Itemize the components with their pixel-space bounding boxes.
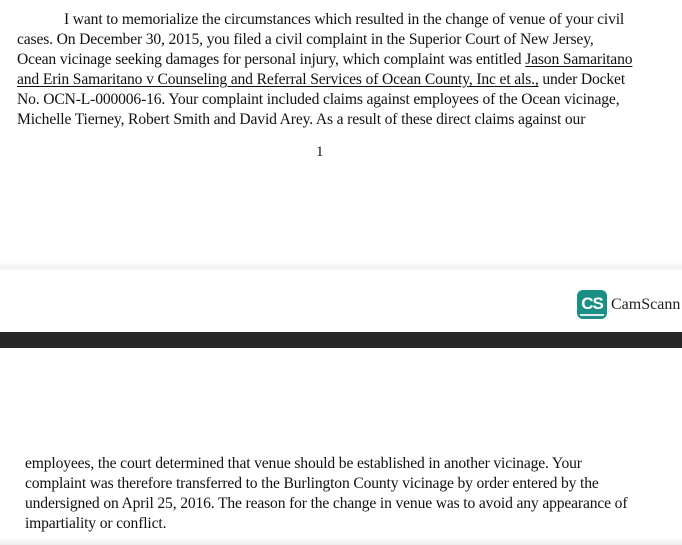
paragraph-line (17, 50, 632, 70)
paragraph-line: cases. On December 30, 2015, you filed a civil complaint in the Superior Court of New Jersey, (17, 31, 594, 48)
case-title-underlined: Jason Samaritano (525, 51, 633, 68)
document-page-2 (0, 348, 682, 545)
camscanner-watermark: CamScann (611, 296, 681, 313)
scan-fade (0, 538, 682, 545)
case-title-underlined: and Erin Samaritano v Counseling and Referral Services of Ocean County, Inc et als., (17, 71, 539, 88)
paragraph-line: complaint was therefore transferred to the Burlington County vicinage by order entered by the (25, 475, 599, 492)
page-number: 1 (316, 144, 324, 160)
text-segment: Ocean vicinage seeking damages for personal injury, which complaint was entitled (17, 51, 526, 68)
scan-smudge (0, 262, 682, 272)
camscanner-logo-icon: CS (577, 290, 607, 319)
page-divider (0, 332, 682, 348)
paragraph-line: impartiality or conflict. (25, 515, 167, 532)
paragraph-line (17, 70, 625, 90)
paragraph-line: undersigned on April 25, 2016. The reason for the change in venue was to avoid any appearance of (25, 495, 628, 512)
paragraph-line: I want to memorialize the circumstances which resulted in the change of venue of your civil (64, 11, 625, 28)
paragraph-line: No. OCN-L-000006-16. Your complaint included claims against employees of the Ocean vicinage, (17, 91, 620, 108)
paragraph-line: Michelle Tierney, Robert Smith and David Arey. As a result of these direct claims against our (17, 111, 586, 128)
text-segment: under Docket (538, 71, 626, 88)
paragraph-line: employees, the court determined that venue should be established in another vicinage. Your (25, 455, 582, 472)
